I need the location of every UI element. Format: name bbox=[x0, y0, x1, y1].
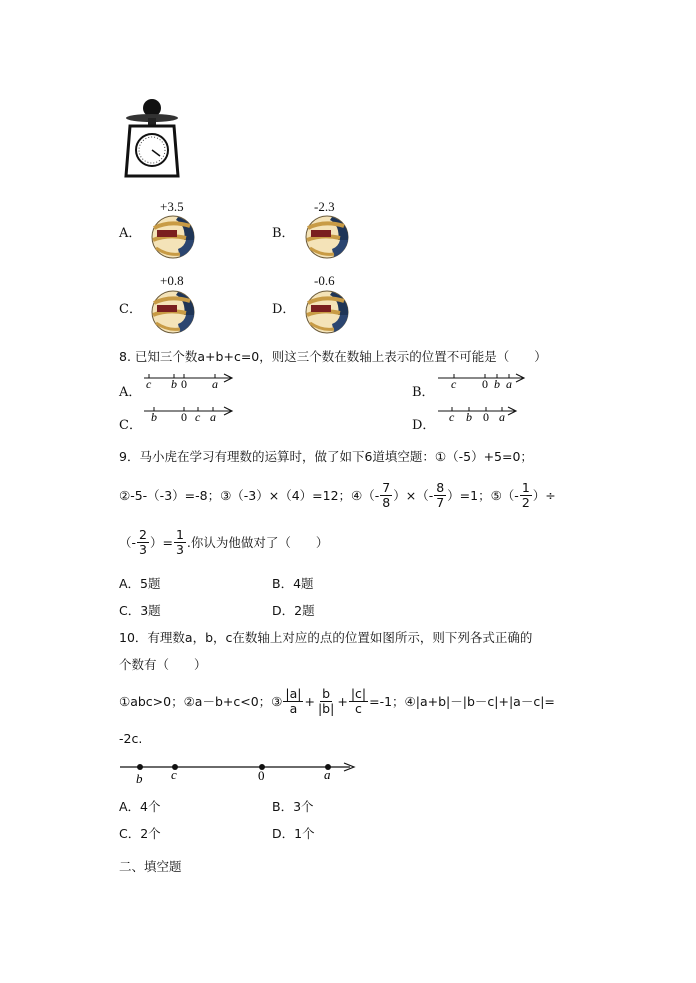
axis-label: 0 bbox=[181, 377, 187, 391]
axis-label-a: a bbox=[324, 767, 331, 782]
axis-label: a bbox=[210, 410, 216, 424]
fraction bbox=[434, 481, 446, 508]
numerator: |c| bbox=[350, 686, 367, 702]
denominator: 3 bbox=[139, 541, 147, 557]
q9-line3-a: （- bbox=[119, 535, 137, 550]
axis-label: b bbox=[151, 410, 157, 424]
q7-option-b-value: -2.3 bbox=[314, 199, 335, 214]
denominator: 7 bbox=[436, 494, 445, 510]
numerator: 7 bbox=[382, 480, 391, 496]
q9-option-d[interactable]: D．2题 bbox=[272, 603, 315, 618]
q9-line2-mid1: ）×（- bbox=[393, 488, 434, 503]
fraction bbox=[520, 481, 532, 508]
q10-numberline bbox=[118, 756, 378, 786]
q10-plus1: + bbox=[304, 693, 315, 709]
q10-line1: 10．有理数a，b，c在数轴上对应的点的位置如图所示，则下列各式正确的 bbox=[119, 630, 533, 645]
q7-option-c-value: +0.8 bbox=[160, 273, 184, 288]
axis-label: b bbox=[494, 377, 500, 391]
axis-label: 0 bbox=[181, 410, 187, 424]
fraction bbox=[283, 687, 303, 714]
denominator: 3 bbox=[175, 541, 184, 557]
q8-option-c-letter[interactable]: C． bbox=[119, 418, 142, 433]
q9-option-a[interactable]: A．5题 bbox=[119, 576, 161, 591]
axis-label: b bbox=[171, 377, 177, 391]
axis-label-b: b bbox=[136, 771, 143, 786]
axis-label: a bbox=[506, 377, 512, 391]
q8-option-b-letter[interactable]: B． bbox=[412, 385, 435, 400]
q8-stem: 8. 已知三个数a+b+c=0，则这三个数在数轴上表示的位置不可能是（ ） bbox=[119, 349, 547, 364]
q7-option-c-letter[interactable]: C． bbox=[119, 302, 142, 317]
q9-line2-end: ）÷ bbox=[532, 488, 556, 503]
q9-line3-end: .你认为他做对了（ ） bbox=[186, 535, 329, 550]
axis-label: b bbox=[466, 410, 472, 424]
q7-option-d-value: -0.6 bbox=[314, 273, 335, 288]
q9-option-c[interactable]: C．3题 bbox=[119, 603, 161, 618]
q10-option-b[interactable]: B．3个 bbox=[272, 799, 314, 814]
q10-option-d[interactable]: D．1个 bbox=[272, 826, 315, 841]
denominator: c bbox=[355, 700, 362, 716]
q10-option-c[interactable]: C．2个 bbox=[119, 826, 161, 841]
section-heading: 二、填空题 bbox=[119, 859, 182, 874]
q10-option-a[interactable]: A．4个 bbox=[119, 799, 161, 814]
fraction bbox=[349, 687, 368, 714]
q7-option-a-letter[interactable]: A． bbox=[119, 226, 142, 241]
q10-plus2: + bbox=[337, 693, 348, 709]
q9-line1: 9．马小虎在学习有理数的运算时，做了如下6道填空题：①（-5）+5=0； bbox=[119, 449, 533, 464]
denominator: 8 bbox=[382, 494, 391, 510]
numerator: 2 bbox=[139, 527, 147, 543]
q9-line3-mid: ）= bbox=[149, 535, 173, 550]
axis-label: c bbox=[449, 410, 455, 424]
denominator: 2 bbox=[521, 494, 530, 510]
q10-expr-a: ①abc>0；②a－b+c<0；③ bbox=[119, 694, 283, 709]
axis-label: c bbox=[451, 377, 457, 391]
axis-label: a bbox=[212, 377, 218, 391]
q8-option-d-letter[interactable]: D． bbox=[412, 418, 436, 433]
fraction bbox=[174, 528, 186, 555]
q8-numberlines-svg bbox=[0, 0, 696, 440]
q9-line2 bbox=[119, 480, 556, 510]
numerator: 8 bbox=[436, 480, 445, 496]
axis-label-0: 0 bbox=[258, 768, 265, 783]
denominator: |b| bbox=[317, 700, 335, 716]
axis-label: 0 bbox=[482, 377, 488, 391]
q9-line2-mid2: ）=1；⑤（- bbox=[447, 488, 519, 503]
numerator: b bbox=[322, 686, 331, 702]
numerator: 1 bbox=[175, 527, 184, 543]
point-b bbox=[137, 764, 143, 770]
denominator: a bbox=[289, 700, 298, 716]
fraction bbox=[137, 528, 149, 555]
q9-line2-a: ②-5-（-3）=-8；③（-3）×（4）=12；④（- bbox=[119, 488, 380, 503]
q7-option-b-letter[interactable]: B． bbox=[272, 226, 295, 241]
q8-option-a-letter[interactable]: A． bbox=[119, 385, 142, 400]
axis-label: c bbox=[195, 410, 201, 424]
numerator: |a| bbox=[285, 686, 302, 702]
q10-expression bbox=[119, 684, 555, 718]
q10-line2: 个数有（ ） bbox=[119, 657, 207, 672]
q10-expr-c: -2c. bbox=[119, 731, 143, 746]
axis-label: c bbox=[146, 377, 152, 391]
numerator: 1 bbox=[521, 480, 530, 496]
axis-label-c: c bbox=[171, 767, 177, 782]
q7-option-d-letter[interactable]: D． bbox=[272, 302, 296, 317]
axis-label: a bbox=[499, 410, 505, 424]
q9-line3 bbox=[119, 527, 328, 557]
axis-label: 0 bbox=[483, 410, 489, 424]
fraction bbox=[316, 687, 336, 714]
fraction bbox=[380, 481, 392, 508]
q10-expr-b: =-1；④|a+b|－|b－c|+|a－c|= bbox=[369, 694, 555, 709]
q7-option-a-value: +3.5 bbox=[160, 199, 184, 214]
q9-option-b[interactable]: B．4题 bbox=[272, 576, 314, 591]
